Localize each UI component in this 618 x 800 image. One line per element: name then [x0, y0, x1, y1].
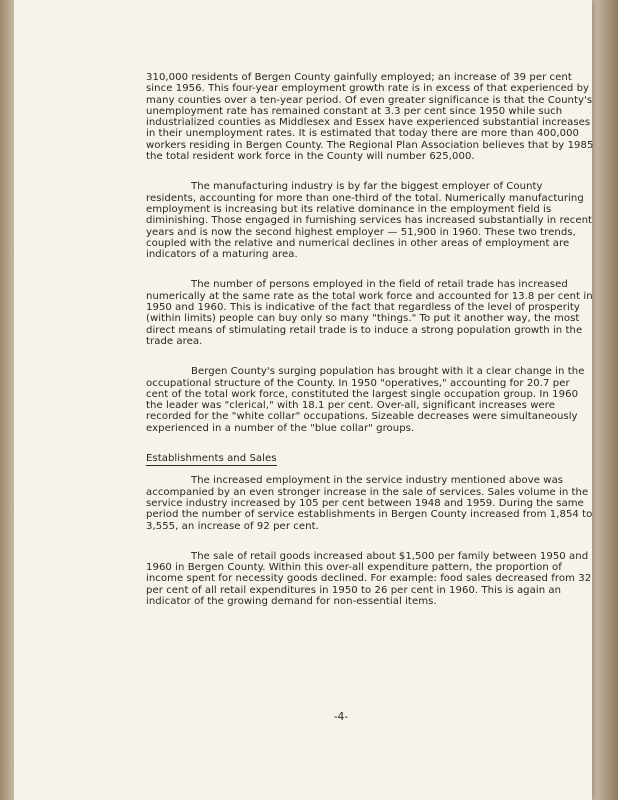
- section-heading-wrapper: [146, 453, 594, 475]
- section-heading: Establishments and Sales: [146, 453, 277, 466]
- document-page: [14, 0, 592, 800]
- document-body: [146, 72, 594, 626]
- paragraph-service-sales: The increased employment in the service industry mentioned above was accompanied by an even stronger increase in the sale of services. Sales volume in the service industry increased by 105 per cent between 1948 and 1959. During the same period the number of service establishments in Bergen County increased from 1,854 to 3,555, an increase of 92 per cent.: [146, 475, 593, 532]
- paragraph-retail-goods: The sale of retail goods increased about $1,500 per family between 1950 and 1960 in Bergen County. Within this over-all expenditure pattern, the proportion of income spent for necessity goods declined. For example: food sales decreased from 32 per cent of all retail expenditures in 1950 to 26 per cent in 1960. This is again an indicator of the growing demand for non-essential items.: [146, 550, 592, 607]
- paragraph-employment-growth: 310,000 residents of Bergen County gainfully employed; an increase of 39 per cent since 1956. This four-year employment growth rate is in excess of that experienced by many counties over a ten-year period. Of even greater significance is that the County's unemployment rate has remained constant at 3.3 per cent since 1950 while such industrialized counties as Middlesex and Essex have experienced substantial increases in their unemployment rates. It is estimated that today there are more than 400,000 workers residing in Bergen County. The Regional Plan Association believes that by 1985 the total resident work force in the County will number 625,000.: [146, 72, 594, 163]
- paragraph-retail-trade: The number of persons employed in the field of retail trade has increased numerically at the same rate as the total work force and accounted for 13.8 per cent in 1950 and 1960. This is indicative of the fact that regardless of the level of prosperity (within limits) people can buy only so many "things." To put it another way, the most direct means of stimulating retail trade is to induce a strong population growth in the trade area.: [146, 279, 593, 347]
- paragraph-occupational-structure: Bergen County's surging population has brought with it a clear change in the occupational structure of the County. In 1950 "operatives," accounting for 20.7 per cent of the total work force, constituted the largest single occupation group. In 1960 the leader was "clerical," with 18.1 per cent. Over-all, significant increases were recorded for the "white collar" occupations. Sizeable decreases were simultaneously experienced in a number of the "blue collar" groups.: [146, 366, 585, 434]
- paragraph-manufacturing: The manufacturing industry is by far the biggest employer of County residents, accounting for more than one-third of the total. Numerically manufacturing employment is increasing but its relative dominance in the employment field is diminishing. Those engaged in furnishing services has increased substantially in recent years and is now the second highest employer — 51,900 in 1960. These two trends, coupled with the relative and numerical declines in other areas of employment are indicators of a maturing area.: [146, 181, 593, 261]
- page-number: -4-: [333, 711, 349, 723]
